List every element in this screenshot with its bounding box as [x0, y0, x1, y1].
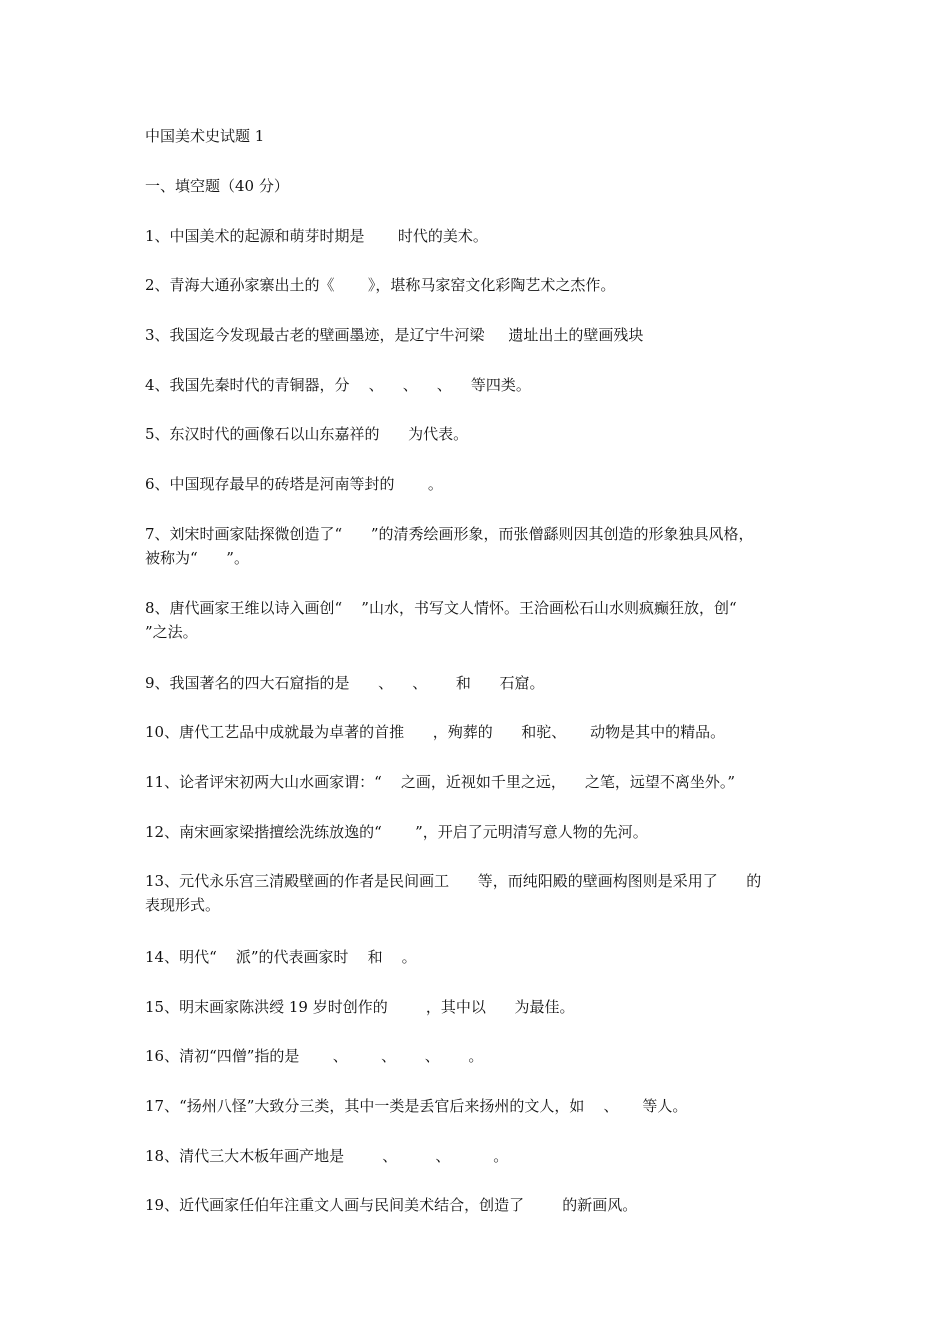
question-12: 12、南宋画家梁揩擅绘洗练放逸的“ ”，开启了元明清写意人物的先河。: [145, 823, 648, 841]
question-9: 9、我国著名的四大石窟指的是 、 、 和 石窟。: [145, 674, 545, 692]
question-13: 13、元代永乐宫三清殿壁画的作者是民间画工 等，而纯阳殿的壁画构图则是采用了 的 表现形式。: [145, 872, 762, 914]
question-18: 18、清代三大木板年画产地是 、 、 。: [145, 1147, 509, 1165]
question-17: 17、“扬州八怪”大致分三类，其中一类是丢官后来扬州的文人，如 、 等人。: [145, 1097, 688, 1115]
question-11: 11、论者评宋初两大山水画家谓：“ 之画，近视如千里之远， 之笔，远望不离坐外。”: [145, 773, 736, 791]
question-6: 6、中国现存最早的砖塔是河南等封的 。: [145, 475, 443, 493]
question-3: 3、我国迄今发现最古老的壁画墨迹，是辽宁牛河梁 遗址出土的壁画残块: [145, 326, 644, 344]
question-1: 1、中国美术的起源和萌芽时期是 时代的美术。: [145, 227, 488, 245]
question-4: 4、我国先秦时代的青铜器，分 、 、 、 等四类。: [145, 376, 531, 394]
question-2: 2、青海大通孙家寨出土的《 》，堪称马家窑文化彩陶艺术之杰作。: [145, 276, 616, 294]
question-8: 8、唐代画家王维以诗入画创“ ”山水，书写文人情怀。王洽画松石山水则疯癫狂放，创“ ”之法。: [145, 599, 737, 641]
question-5: 5、东汉时代的画像石以山东嘉祥的 为代表。: [145, 425, 469, 443]
question-16: 16、清初“四僧”指的是 、 、 、 。: [145, 1047, 484, 1065]
document-title: 中国美术史试题 1: [145, 127, 265, 145]
question-15: 15、明末画家陈洪绶 19 岁时创作的 ，其中以 为最佳。: [145, 998, 575, 1016]
section-heading: 一、填空题（40 分）: [145, 177, 289, 195]
question-10: 10、唐代工艺品中成就最为卓著的首推 ，殉葬的 和驼、 动物是其中的精品。: [145, 723, 726, 741]
question-14: 14、明代“ 派”的代表画家时 和 。: [145, 948, 417, 966]
question-19: 19、近代画家任伯年注重文人画与民间美术结合，创造了 的新画风。: [145, 1196, 638, 1214]
question-7: 7、刘宋时画家陆探微创造了“ ”的清秀绘画形象，而张僧繇则因其创造的形象独具风格， 被称为“ ”。: [145, 525, 754, 567]
